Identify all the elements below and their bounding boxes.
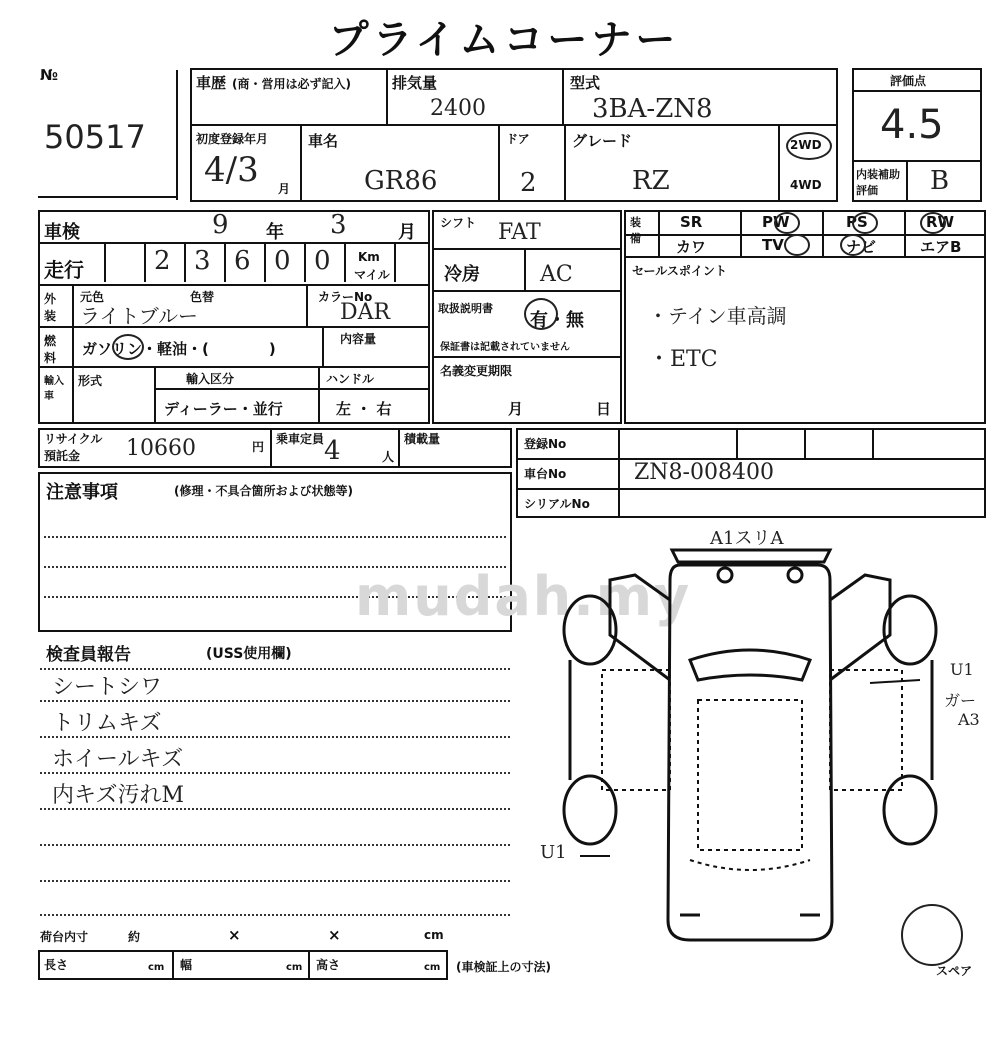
car-diagram xyxy=(540,520,1000,990)
aircon-value: AC xyxy=(540,262,573,287)
equip-leather: カワ xyxy=(676,238,707,256)
equip-navi-circle xyxy=(840,234,866,256)
equip-tv: TV xyxy=(762,236,784,254)
fuel-gasoline-circle xyxy=(112,334,144,360)
drive-2wd: 2WD xyxy=(790,138,822,152)
equip-ps-circle xyxy=(852,212,878,234)
inspector-line-4: 内キズ汚れM xyxy=(52,783,185,808)
chassis-label: 車台No xyxy=(524,467,567,481)
equip-pw-circle xyxy=(774,212,800,234)
mileage-digit-5: 0 xyxy=(274,246,291,276)
import-label: 輸入車 xyxy=(44,376,64,402)
mileage-unit-km: Km xyxy=(358,250,380,264)
color-code-value: DAR xyxy=(340,300,391,325)
import-type-label: 形式 xyxy=(78,374,103,388)
mileage-digit-3: 3 xyxy=(194,246,211,276)
import-route: ディーラー・並行 xyxy=(164,400,283,418)
aircon-label: 冷房 xyxy=(444,264,480,285)
sales-point-2: ・ETC xyxy=(648,347,718,372)
capacity-label: 乗車定員 xyxy=(276,432,325,446)
chassis-value: ZN8-008400 xyxy=(634,460,774,485)
interior-score-value: B xyxy=(930,166,950,196)
score-label: 評価点 xyxy=(890,74,927,88)
car-name-label: 車名 xyxy=(308,132,339,150)
grade-label: グレード xyxy=(572,132,633,150)
cargo-label: 荷台内寸 xyxy=(40,930,89,944)
model-code-label: 型式 xyxy=(570,74,601,92)
page-title: プライムコーナー xyxy=(328,17,680,63)
manual-value: 有・無 xyxy=(530,310,584,331)
orig-color-label: 元色 xyxy=(80,290,105,304)
orig-color-value: ライトブルー xyxy=(80,304,198,328)
recycle-label: リサイクル預託金 xyxy=(44,432,103,463)
spare-label: スペア xyxy=(936,964,973,978)
equip-tv-circle xyxy=(784,234,810,256)
doors-label: ドア xyxy=(506,132,530,146)
displacement-value: 2400 xyxy=(430,96,486,121)
serial-label: シリアルNo xyxy=(524,497,590,511)
first-reg-value: 4/3 xyxy=(204,150,259,190)
notes-label: 注意事項 xyxy=(46,482,118,503)
name-change-label: 名義変更期限 xyxy=(440,364,513,378)
recycle-unit: 円 xyxy=(252,440,265,454)
handle-label: ハンドル xyxy=(326,372,375,386)
equip-rw-circle xyxy=(920,212,946,234)
dims-block xyxy=(38,950,448,980)
equip-pw: PW xyxy=(762,213,790,231)
shift-value: FAT xyxy=(498,220,541,245)
mileage-label: 走行 xyxy=(44,258,84,282)
diagram-right-mark-3: A3 xyxy=(958,710,980,729)
recycle-value: 10660 xyxy=(126,436,196,461)
name-change-month: 月 xyxy=(508,400,524,418)
inspector-sub: (USS使用欄) xyxy=(206,646,292,662)
drive-4wd: 4WD xyxy=(790,178,822,192)
warranty-note: 保証書は記載されていません xyxy=(440,342,570,353)
watermark: mudah.my xyxy=(355,565,692,628)
lot-number: 50517 xyxy=(44,118,146,156)
shift-label: シフト xyxy=(440,216,477,230)
cargo-unit: cm xyxy=(424,928,444,942)
capacity-content-label: 内容量 xyxy=(340,332,377,346)
inspection-year-unit: 年 xyxy=(266,222,284,243)
equipment-label: 装備 xyxy=(630,216,641,245)
capacity-value: 4 xyxy=(324,436,341,466)
capacity-unit: 人 xyxy=(382,450,395,464)
inspection-label: 車検 xyxy=(44,222,80,243)
equip-sr: SR xyxy=(680,213,703,231)
reg-no-label: 登録No xyxy=(524,437,567,451)
model-code-value: 3BA-ZN8 xyxy=(592,94,713,124)
inspection-year: 9 xyxy=(212,210,229,240)
diagram-left-mark: U1 xyxy=(540,842,567,863)
color-change-label: 色替 xyxy=(190,290,215,304)
inspection-month: 3 xyxy=(330,210,347,240)
mileage-digit-4: 6 xyxy=(234,246,251,276)
dims-length-label: 長さ xyxy=(44,958,69,972)
doors-value: 2 xyxy=(520,168,537,198)
name-change-day: 日 xyxy=(596,400,612,418)
dims-width-unit: cm xyxy=(286,962,303,973)
import-route-label: 輸入区分 xyxy=(186,372,235,386)
first-reg-unit: 月 xyxy=(278,182,291,196)
manual-label: 取扱説明書 xyxy=(438,302,493,315)
grade-value: RZ xyxy=(632,166,670,196)
inspector-line-2: トリムキズ xyxy=(52,711,162,736)
dims-length-unit: cm xyxy=(148,962,165,973)
mileage-digit-2: 2 xyxy=(154,246,171,276)
mileage-unit-mile: マイル xyxy=(354,268,390,282)
inspector-label: 検査員報告 xyxy=(46,645,131,665)
inspection-month-unit: 月 xyxy=(398,222,416,243)
cargo-x1: × xyxy=(228,926,241,944)
handle-options: 左 ・ 右 xyxy=(336,400,392,418)
diagram-right-mark-2: ガー xyxy=(944,691,977,710)
sales-point-1: ・テイン車高調 xyxy=(648,304,787,328)
car-history-note: (商・営用は必ず記入) xyxy=(232,77,351,91)
car-name-value: GR86 xyxy=(364,166,438,196)
mileage-digit-6: 0 xyxy=(314,246,331,276)
equip-navi: ナビ xyxy=(846,238,877,256)
lot-label: № xyxy=(40,66,59,84)
mileage-digits xyxy=(104,244,348,282)
dims-note: (車検証上の寸法) xyxy=(456,960,551,974)
diagram-right-mark-1: U1 xyxy=(950,660,974,679)
exterior-label: 外装 xyxy=(44,292,57,323)
interior-score-label: 内装補助評価 xyxy=(856,168,900,197)
cargo-approx: 約 xyxy=(128,930,141,944)
notes-sub: (修理・不具合箇所および状態等) xyxy=(174,484,353,498)
load-label: 積載量 xyxy=(404,432,441,446)
displacement-label: 排気量 xyxy=(392,74,438,92)
dims-height-unit: cm xyxy=(424,962,441,973)
color-code-label: カラーNo xyxy=(318,290,373,304)
cargo-x2: × xyxy=(328,926,341,944)
sales-points-label: セールスポイント xyxy=(632,264,727,278)
inspector-line-1: シートシワ xyxy=(52,675,163,700)
equip-ps: PS xyxy=(846,213,868,231)
score-value: 4.5 xyxy=(880,102,944,148)
fuel-label: 燃料 xyxy=(44,334,57,365)
diagram-rear-mark: A1スリA xyxy=(710,528,784,549)
inspector-line-3: ホイールキズ xyxy=(52,747,184,772)
manual-yes-circle xyxy=(524,298,558,330)
dims-height-label: 高さ xyxy=(316,958,341,972)
car-history-label: 車歴 xyxy=(196,74,227,92)
equip-rw: RW xyxy=(926,213,955,231)
first-reg-label: 初度登録年月 xyxy=(196,132,269,146)
dims-width-label: 幅 xyxy=(180,958,193,972)
fuel-options: ガソリン・軽油・( ) xyxy=(82,340,276,358)
equip-airbag: エアB xyxy=(920,238,962,256)
